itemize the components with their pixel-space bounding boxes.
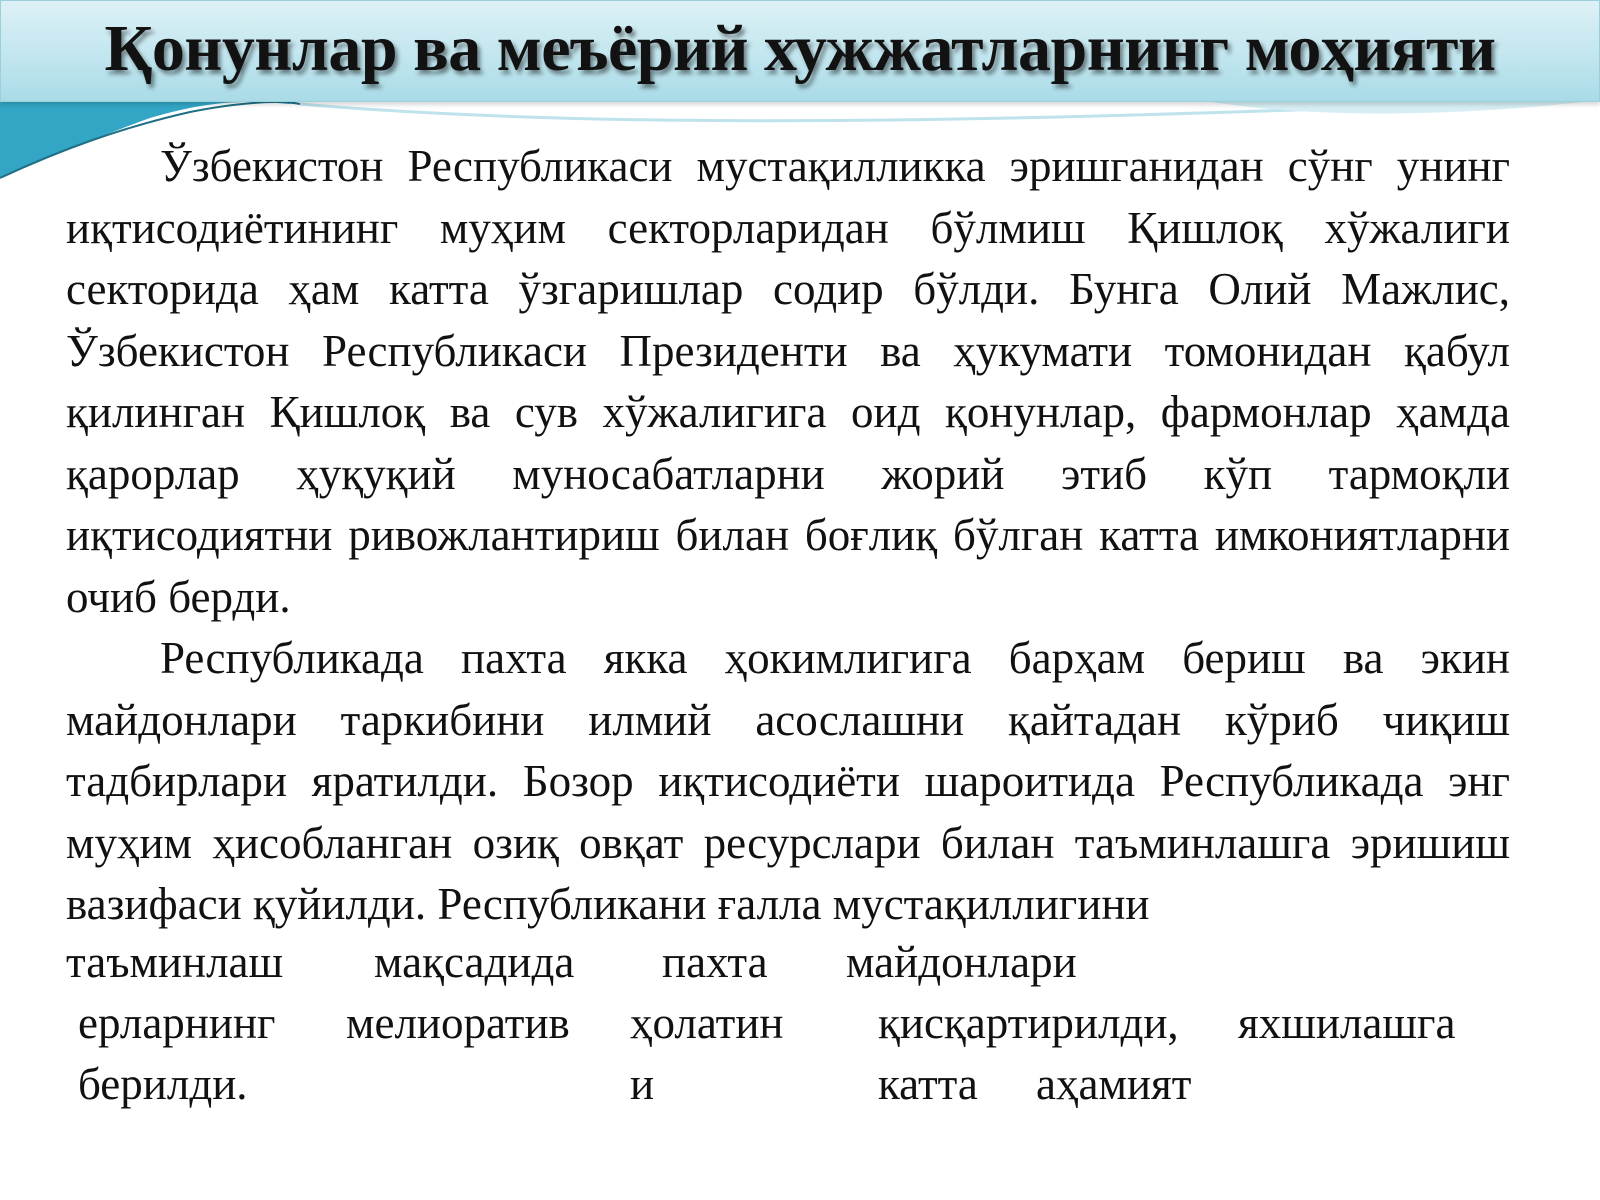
slide-body: [66, 136, 1510, 936]
paragraph-1: Ўзбекистон Республикаси мустақилликка эришганидан сўнг унинг иқтисодиётининг муҳим секторларидан бўлмиш Қишлоқ хўжалиги секторида ҳам катта ўзгаришлар содир бўлди. Бунга Олий Мажлис, Ўзбекистон Республикаси Президенти ва ҳукумати томонидан қабул қилинган Қишлоқ ва сув хўжалигига оид қонунлар, фармонлар ҳамда қарорлар ҳуқуқий муносабатларни жорий этиб кўп тармоқли иқтисодиятни ривожлантириш билан боғлиқ бўлган катта имкониятларни очиб берди.: [66, 141, 1510, 622]
table-cell: берилди.: [78, 1059, 248, 1109]
table-cell: ҳолатин: [630, 998, 784, 1048]
table-cell: қисқартирилди,: [878, 998, 1179, 1048]
table-cell: катта: [878, 1059, 978, 1109]
slide-title: Қонунлар ва меъёрий хужжатларнинг моҳияти: [104, 12, 1496, 85]
table-cell: таъминлаш: [66, 937, 284, 987]
table-cell: мақсадида: [374, 937, 575, 987]
title-bar: [0, 0, 1600, 102]
table-cell: и: [630, 1059, 655, 1109]
table-cell: пахта: [662, 937, 768, 987]
table-cell: аҳамият: [1036, 1059, 1192, 1109]
table-cell: мелиоратив: [346, 998, 570, 1048]
table-cell: яхшилашга: [1238, 998, 1456, 1048]
table-cell: ерларнинг: [78, 998, 276, 1048]
paragraph-2: Республикада пахта якка ҳокимлигига барҳам бериш ва экин майдонлари таркибини илмий асослашни қайтадан кўриб чиқиш тадбирлари яратилди. Бозор иқтисодиёти шароитида Республикада энг муҳим ҳисобланган озиқ овқат ресурслари билан таъминлашга эришиш вазифаси қуйилди. Республикани ғалла мустақиллигини: [66, 633, 1510, 929]
table-cell: майдонлари: [846, 937, 1077, 987]
